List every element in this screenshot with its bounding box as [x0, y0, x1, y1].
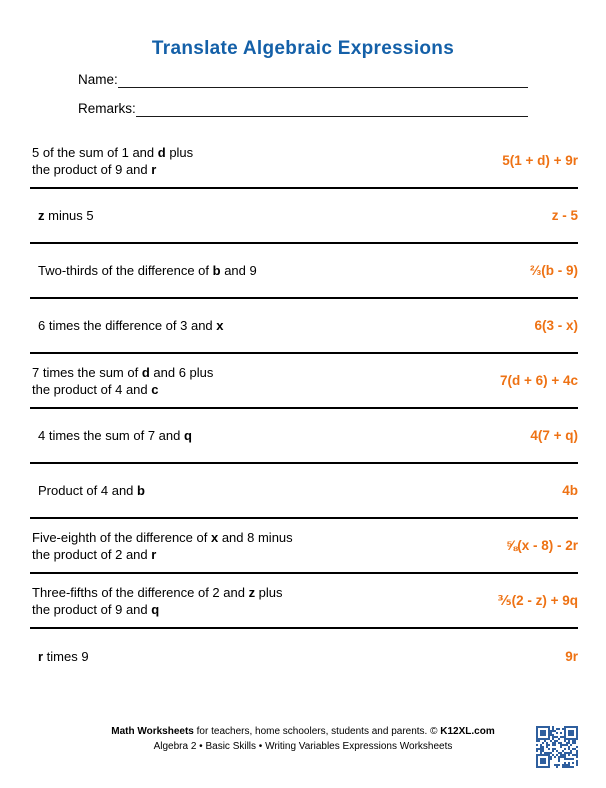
problem-question: [30, 648, 89, 665]
problem-answer: 4b: [562, 483, 578, 498]
problem-question: [30, 262, 257, 279]
question-text: times 9: [43, 648, 89, 664]
problems-list: [30, 134, 578, 683]
problem-question: [30, 427, 192, 444]
variable-text: d: [157, 144, 166, 160]
footer-line-2: Algebra 2 • Basic Skills • Writing Variables Expressions Worksheets: [153, 741, 453, 752]
remarks-label: Remarks:: [78, 101, 136, 116]
variable-text: r: [151, 546, 157, 562]
remarks-field-row: [78, 99, 528, 117]
question-text: Product of 4 and: [38, 483, 138, 498]
problem-answer: 6(3 - x): [534, 318, 578, 333]
variable-text: x: [216, 318, 224, 333]
question-text: 6 times the difference of 3 and: [38, 318, 217, 333]
problem-answer: ⅗(2 - z) + 9q: [497, 592, 578, 608]
problem-answer: ⅔(b - 9): [529, 263, 578, 278]
problem-question: [30, 364, 213, 398]
question-text: and 8 minus: [218, 529, 293, 545]
problem-row: [30, 244, 578, 299]
name-input-line[interactable]: [118, 72, 528, 88]
problem-row: [30, 134, 578, 189]
question-text: Five-eighth of the difference of: [32, 529, 211, 545]
question-text: the product of 4 and: [32, 381, 152, 397]
problem-row: [30, 189, 578, 244]
qr-code-icon: [536, 726, 578, 768]
footer-line-1: [0, 724, 606, 739]
question-text: plus: [255, 584, 283, 600]
variable-text: z: [248, 584, 256, 600]
problem-row: [30, 299, 578, 354]
problem-answer: 4(7 + q): [530, 428, 578, 443]
variable-text: c: [151, 381, 159, 397]
question-text: Three-fifths of the difference of 2 and: [32, 584, 249, 600]
problem-question: [30, 584, 283, 618]
problem-answer: 7(d + 6) + 4c: [499, 373, 578, 388]
footer-site: K12XL.com: [440, 726, 495, 737]
problem-question: [30, 482, 145, 499]
remarks-input-line[interactable]: [136, 101, 528, 117]
question-text: the product of 9 and: [32, 161, 152, 177]
variable-text: d: [141, 364, 150, 380]
problem-row: [30, 354, 578, 409]
question-text: the product of 9 and: [32, 601, 152, 617]
variable-text: x: [210, 529, 219, 545]
problem-answer: 5(1 + d) + 9r: [502, 153, 578, 168]
problem-answer: z - 5: [551, 208, 578, 223]
variable-text: r: [151, 161, 157, 177]
variable-text: b: [212, 263, 221, 278]
problem-row: [30, 519, 578, 574]
problem-row: [30, 409, 578, 464]
question-text: the product of 2 and: [32, 546, 152, 562]
question-text: minus 5: [44, 208, 94, 223]
problem-answer: 9r: [565, 648, 578, 664]
variable-text: q: [151, 601, 160, 617]
problem-row: [30, 629, 578, 683]
problem-question: [30, 144, 193, 178]
variable-text: b: [137, 483, 145, 498]
problem-row: [30, 574, 578, 629]
question-text: and 9: [220, 263, 257, 278]
footer-tagline: for teachers, home schoolers, students and parents. ©: [193, 726, 441, 737]
question-text: Two-thirds of the difference of: [38, 263, 213, 278]
question-text: plus: [165, 144, 194, 160]
footer-brand: Math Worksheets: [111, 726, 194, 737]
question-text: 4 times the sum of 7 and: [38, 428, 184, 443]
variable-text: r: [38, 648, 44, 664]
problem-question: [30, 207, 94, 224]
problem-question: [30, 529, 293, 563]
problem-question: [30, 317, 224, 334]
variable-text: q: [183, 428, 192, 443]
question-text: and 6 plus: [149, 364, 214, 380]
question-text: 5 of the sum of 1 and: [32, 144, 158, 160]
variable-text: z: [38, 208, 45, 223]
name-label: Name:: [78, 72, 118, 87]
question-text: 7 times the sum of: [32, 364, 142, 380]
page-title: Translate Algebraic Expressions: [151, 38, 455, 59]
problem-row: [30, 464, 578, 519]
name-field-row: [78, 70, 528, 88]
problem-answer: ⅝(x - 8) - 2r: [505, 538, 578, 553]
